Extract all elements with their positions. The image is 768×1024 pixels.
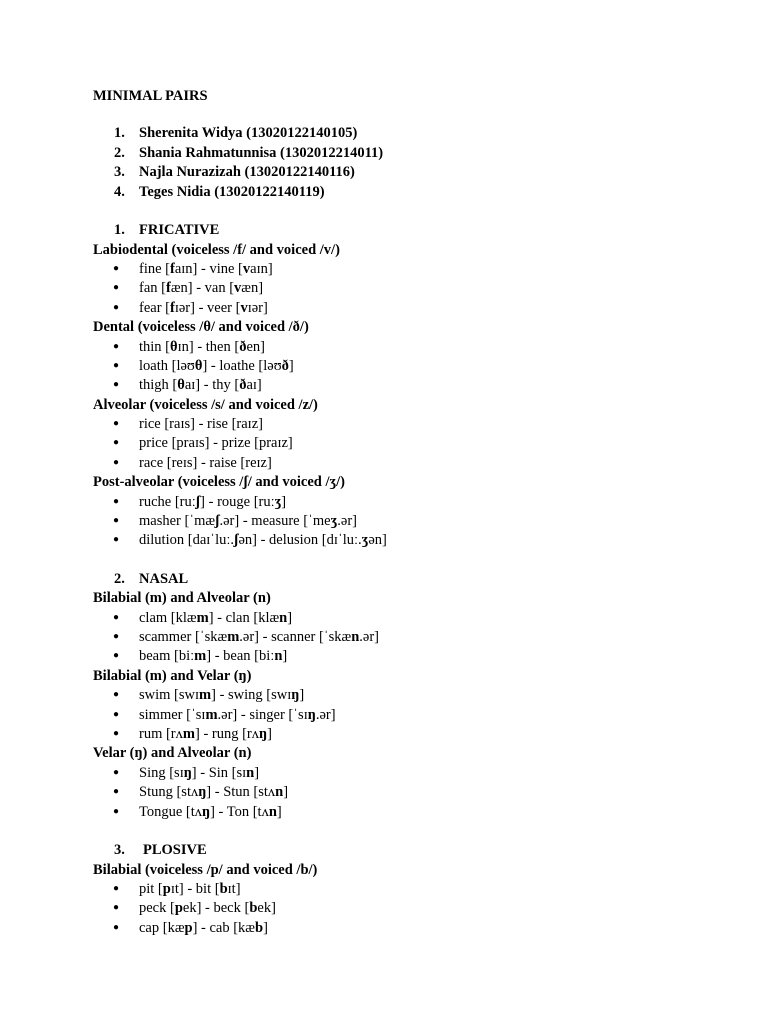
bullet-icon: ● bbox=[113, 922, 120, 933]
member-name: Najla Nurazizah (13020122140116) bbox=[139, 164, 355, 180]
list-item: simmer [ˈsɪm.ər] - singer [ˈsɪŋ.ər] bbox=[139, 707, 336, 723]
list-item: dilution [daɪˈluː.ʃən] - delusion [dɪˈluː.ʒən] bbox=[139, 532, 387, 548]
bullet-icon: ● bbox=[113, 302, 120, 313]
group-heading: Dental (voiceless /θ/ and voiced /ð/) bbox=[93, 319, 309, 335]
list-item: race [reɪs] - raise [reɪz] bbox=[139, 455, 272, 471]
list-item: thigh [θaɪ] - thy [ðaɪ] bbox=[139, 377, 262, 393]
member-name: Shania Rahmatunnisa (1302012214011) bbox=[139, 145, 384, 161]
list-item: thin [θɪn] - then [ðen] bbox=[139, 339, 265, 355]
member-number: 1. bbox=[114, 125, 125, 141]
bullet-icon: ● bbox=[113, 341, 120, 352]
group-heading: Alveolar (voiceless /s/ and voiced /z/) bbox=[93, 397, 318, 413]
list-item: fine [faɪn] - vine [vaɪn] bbox=[139, 261, 273, 277]
list-item: cap [kæp] - cab [kæb] bbox=[139, 920, 268, 936]
member-name: Sherenita Widya (13020122140105) bbox=[139, 125, 358, 141]
bullet-icon: ● bbox=[113, 650, 120, 661]
member-number: 4. bbox=[114, 184, 125, 200]
list-item: loath [ləʊθ] - loathe [ləʊð] bbox=[139, 358, 294, 374]
list-item: swim [swɪm] - swing [swɪŋ] bbox=[139, 687, 305, 703]
bullet-icon: ● bbox=[113, 728, 120, 739]
list-item: scammer [ˈskæm.ər] - scanner [ˈskæn.ər] bbox=[139, 629, 379, 645]
list-item: beam [biːm] - bean [biːn] bbox=[139, 648, 288, 664]
bullet-icon: ● bbox=[113, 515, 120, 526]
bullet-icon: ● bbox=[113, 902, 120, 913]
list-item: Tongue [tʌŋ] - Ton [tʌn] bbox=[139, 804, 282, 820]
group-heading: Labiodental (voiceless /f/ and voiced /v/) bbox=[93, 242, 340, 258]
section-title: PLOSIVE bbox=[143, 842, 207, 858]
bullet-icon: ● bbox=[113, 437, 120, 448]
bullet-icon: ● bbox=[113, 689, 120, 700]
group-heading: Velar (ŋ) and Alveolar (n) bbox=[93, 745, 252, 761]
group-heading: Post-alveolar (voiceless /ʃ/ and voiced /ʒ/) bbox=[93, 474, 345, 490]
list-item: fear [fɪər] - veer [vɪər] bbox=[139, 300, 268, 316]
list-item: clam [klæm] - clan [klæn] bbox=[139, 610, 293, 626]
list-item: rice [raɪs] - rise [raɪz] bbox=[139, 416, 263, 432]
section-number: 1. bbox=[114, 222, 125, 238]
page-title: MINIMAL PAIRS bbox=[93, 88, 208, 104]
list-item: ruche [ruːʃ] - rouge [ruːʒ] bbox=[139, 494, 287, 510]
bullet-icon: ● bbox=[113, 496, 120, 507]
bullet-icon: ● bbox=[113, 806, 120, 817]
bullet-icon: ● bbox=[113, 360, 120, 371]
bullet-icon: ● bbox=[113, 631, 120, 642]
section-number: 2. bbox=[114, 571, 125, 587]
list-item: fan [fæn] - van [væn] bbox=[139, 280, 264, 296]
bullet-icon: ● bbox=[113, 883, 120, 894]
list-item: pit [pɪt] - bit [bɪt] bbox=[139, 881, 241, 897]
bullet-icon: ● bbox=[113, 263, 120, 274]
member-number: 3. bbox=[114, 164, 125, 180]
bullet-icon: ● bbox=[113, 612, 120, 623]
bullet-icon: ● bbox=[113, 418, 120, 429]
member-number: 2. bbox=[114, 145, 125, 161]
list-item: price [praɪs] - prize [praɪz] bbox=[139, 435, 293, 451]
group-heading: Bilabial (m) and Velar (ŋ) bbox=[93, 668, 252, 684]
list-item: rum [rʌm] - rung [rʌŋ] bbox=[139, 726, 272, 742]
list-item: Stung [stʌŋ] - Stun [stʌn] bbox=[139, 784, 289, 800]
list-item: Sing [sɪŋ] - Sin [sɪn] bbox=[139, 765, 260, 781]
section-title: NASAL bbox=[139, 571, 189, 587]
list-item: peck [pek] - beck [bek] bbox=[139, 900, 276, 916]
bullet-icon: ● bbox=[113, 282, 120, 293]
bullet-icon: ● bbox=[113, 379, 120, 390]
bullet-icon: ● bbox=[113, 457, 120, 468]
member-name: Teges Nidia (13020122140119) bbox=[139, 184, 325, 200]
bullet-icon: ● bbox=[113, 709, 120, 720]
group-heading: Bilabial (voiceless /p/ and voiced /b/) bbox=[93, 862, 318, 878]
bullet-icon: ● bbox=[113, 534, 120, 545]
section-title: FRICATIVE bbox=[139, 222, 220, 238]
bullet-icon: ● bbox=[113, 786, 120, 797]
section-number: 3. bbox=[114, 842, 125, 858]
list-item: masher [ˈmæʃ.ər] - measure [ˈmeʒ.ər] bbox=[139, 513, 357, 529]
group-heading: Bilabial (m) and Alveolar (n) bbox=[93, 590, 271, 606]
bullet-icon: ● bbox=[113, 767, 120, 778]
